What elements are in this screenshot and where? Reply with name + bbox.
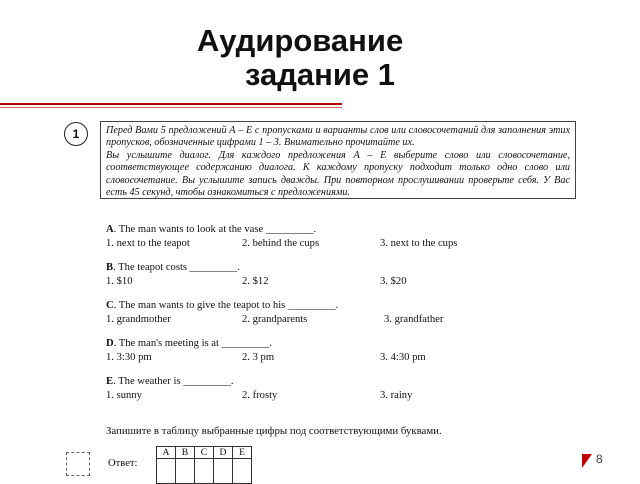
slide-title	[150, 24, 450, 92]
instructions-paragraph-2: Вы услышите диалог. Для каждого предложения А – Е выберите слово или словосочетание, соответствующее содержанию диалога. К каждому пропуску подходит только одно слово или словосочетание. Вы услышите запись дважды. При повторном прослушивании проверьте себя. У Вас есть 45 секунд, чтобы ознакомиться с предложениями.	[106, 149, 570, 199]
question-text: . The teapot costs _________.	[113, 262, 240, 273]
question-letter: A	[106, 224, 114, 235]
question-letter: E	[106, 376, 114, 387]
option-a-1[interactable]: 1. next to the teapot	[106, 238, 190, 249]
question-text: . The man wants to give the teapot to his _________.	[113, 300, 339, 311]
instructions-box	[100, 121, 576, 199]
question-text: . The weather is _________.	[113, 376, 234, 387]
option-e-2[interactable]: 2. frosty	[242, 390, 278, 401]
answer-instruction: Запишите в таблицу выбранные цифры под соответствующими буквами.	[106, 425, 442, 437]
column-header-b: B	[176, 447, 195, 459]
task-number-badge: 1	[64, 122, 88, 146]
question-d	[106, 337, 272, 351]
score-box	[66, 452, 90, 476]
question-letter: C	[106, 300, 114, 311]
question-text: . The man's meeting is at _________.	[113, 338, 272, 349]
option-b-2[interactable]: 2. $12	[242, 276, 269, 287]
option-b-3[interactable]: 3. $20	[380, 276, 407, 287]
column-header-d: D	[214, 447, 233, 459]
question-a	[106, 223, 316, 237]
title-line-2: задание 1	[244, 57, 396, 92]
question-b	[106, 261, 240, 275]
question-letter: D	[106, 338, 114, 349]
slide-number: 8	[596, 452, 603, 466]
option-e-3[interactable]: 3. rainy	[380, 390, 413, 401]
title-underline-thin	[0, 107, 342, 108]
title-underline	[0, 103, 342, 105]
question-text: . The man wants to look at the vase _________.	[113, 224, 317, 235]
column-header-e: E	[233, 447, 252, 459]
column-header-a: A	[157, 447, 176, 459]
option-a-3[interactable]: 3. next to the cups	[380, 238, 458, 249]
option-d-3[interactable]: 3. 4:30 pm	[380, 352, 426, 363]
answer-table	[156, 446, 252, 484]
question-letter: B	[106, 262, 114, 273]
option-e-1[interactable]: 1. sunny	[106, 390, 142, 401]
question-c	[106, 299, 338, 313]
title-line-1: Аудирование	[196, 23, 404, 58]
option-a-2[interactable]: 2. behind the cups	[242, 238, 320, 249]
option-c-3[interactable]: 3. grandfather	[384, 314, 444, 325]
option-d-2[interactable]: 2. 3 pm	[242, 352, 275, 363]
option-c-2[interactable]: 2. grandparents	[242, 314, 308, 325]
option-c-1[interactable]: 1. grandmother	[106, 314, 171, 325]
answer-label: Ответ:	[108, 458, 138, 469]
answer-table-header	[157, 447, 252, 459]
instructions-paragraph-1: Перед Вами 5 предложений А – Е с пропусками и варианты слов или словосочетаний для заполнения этих пропусков, обозначенные цифрами 1 – 3. Внимательно прочитайте их.	[106, 125, 570, 149]
question-e	[106, 375, 234, 389]
option-d-1[interactable]: 1. 3:30 pm	[106, 352, 152, 363]
column-header-c: C	[195, 447, 214, 459]
option-b-1[interactable]: 1. $10	[106, 276, 133, 287]
red-corner-icon	[582, 454, 592, 468]
